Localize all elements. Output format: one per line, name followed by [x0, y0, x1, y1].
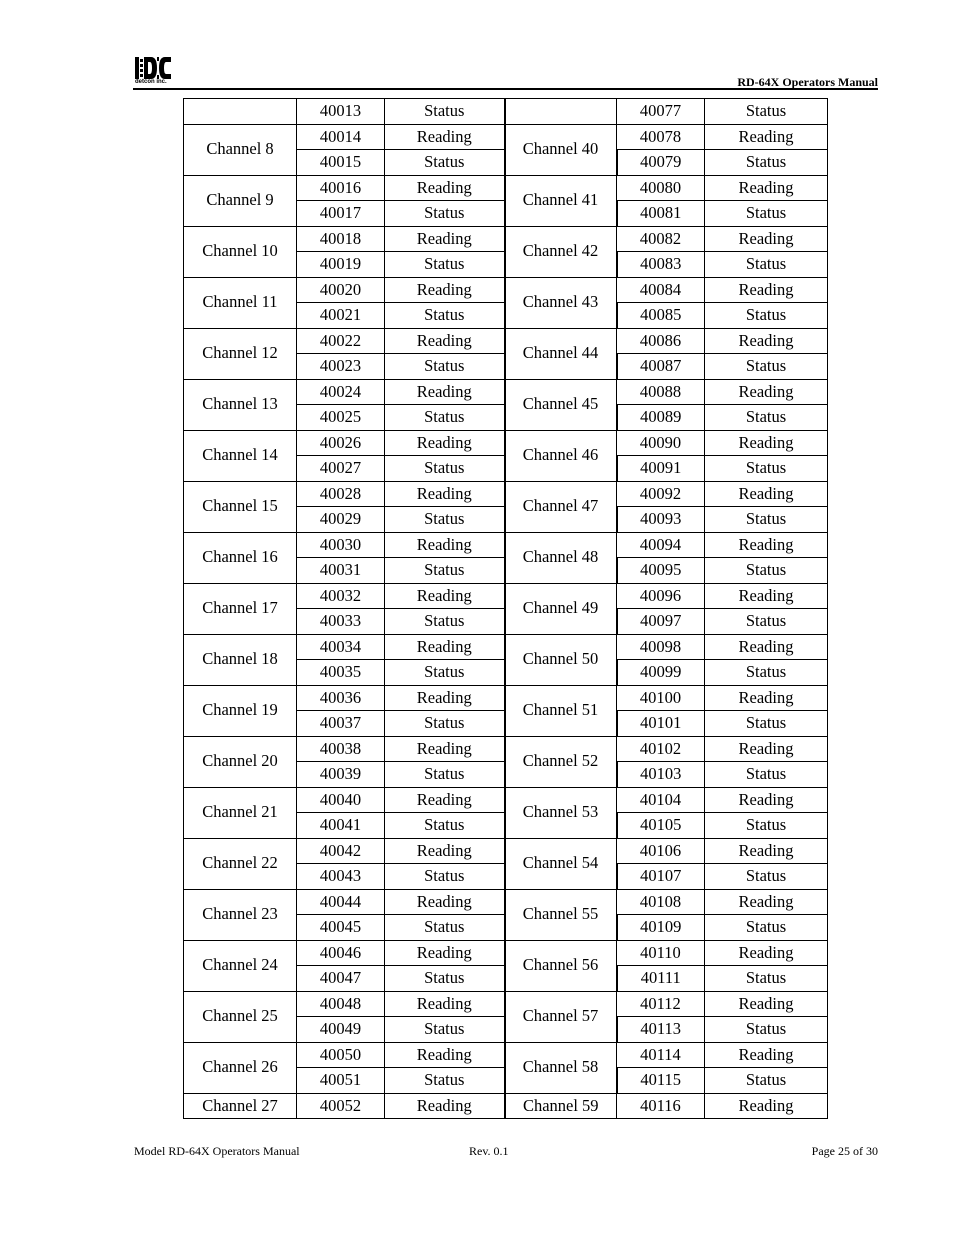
type-cell: Reading: [705, 991, 828, 1017]
table-row: [184, 99, 828, 125]
type-cell: Reading: [385, 175, 505, 201]
address-cell: 40037: [297, 711, 385, 737]
channel-cell: [505, 99, 617, 125]
channel-cell: Channel 41: [505, 175, 617, 226]
channel-cell: Channel 59: [505, 1093, 617, 1119]
table-row: [184, 175, 828, 201]
address-cell: 40090: [617, 430, 705, 456]
channel-cell: Channel 25: [184, 991, 297, 1042]
address-cell: 40078: [617, 124, 705, 150]
type-cell: Reading: [705, 124, 828, 150]
address-cell: 40013: [297, 99, 385, 125]
address-cell: 40113: [617, 1017, 705, 1043]
address-cell: 40021: [297, 303, 385, 329]
type-cell: Status: [385, 507, 505, 533]
address-cell: 40052: [297, 1093, 385, 1119]
table-row: [184, 379, 828, 405]
address-cell: 40083: [617, 252, 705, 278]
address-cell: 40093: [617, 507, 705, 533]
type-cell: Reading: [385, 634, 505, 660]
type-cell: Reading: [705, 532, 828, 558]
address-cell: 40046: [297, 940, 385, 966]
channel-cell: [184, 99, 297, 125]
address-cell: 40020: [297, 277, 385, 303]
type-cell: Reading: [385, 940, 505, 966]
type-cell: Status: [705, 456, 828, 482]
type-cell: Reading: [385, 532, 505, 558]
channel-cell: Channel 47: [505, 481, 617, 532]
table-row: [184, 583, 828, 609]
type-cell: Status: [705, 813, 828, 839]
type-cell: Reading: [705, 583, 828, 609]
header-divider: [133, 88, 878, 90]
address-cell: 40085: [617, 303, 705, 329]
address-cell: 40024: [297, 379, 385, 405]
logo-text: detcon inc.: [135, 79, 167, 85]
type-cell: Reading: [385, 736, 505, 762]
channel-cell: Channel 55: [505, 889, 617, 940]
channel-cell: Channel 12: [184, 328, 297, 379]
channel-cell: Channel 53: [505, 787, 617, 838]
type-cell: Status: [385, 252, 505, 278]
type-cell: Reading: [705, 838, 828, 864]
register-table-body: [184, 99, 828, 1119]
address-cell: 40104: [617, 787, 705, 813]
address-cell: 40035: [297, 660, 385, 686]
type-cell: Reading: [385, 991, 505, 1017]
address-cell: 40107: [617, 864, 705, 890]
address-cell: 40089: [617, 405, 705, 431]
table-row: [184, 991, 828, 1017]
address-cell: 40098: [617, 634, 705, 660]
type-cell: Status: [385, 1068, 505, 1094]
type-cell: Status: [705, 762, 828, 788]
type-cell: Status: [705, 1017, 828, 1043]
channel-cell: Channel 45: [505, 379, 617, 430]
channel-cell: Channel 51: [505, 685, 617, 736]
address-cell: 40030: [297, 532, 385, 558]
table-row: [184, 634, 828, 660]
type-cell: Reading: [705, 736, 828, 762]
footer-revision: Rev. 0.1: [469, 1144, 509, 1158]
table-row: [184, 532, 828, 558]
table-row: [184, 430, 828, 456]
table-row: [184, 1042, 828, 1068]
address-cell: 40042: [297, 838, 385, 864]
type-cell: Status: [705, 252, 828, 278]
type-cell: Status: [705, 99, 828, 125]
type-cell: Reading: [385, 328, 505, 354]
address-cell: 40112: [617, 991, 705, 1017]
address-cell: 40094: [617, 532, 705, 558]
channel-cell: Channel 54: [505, 838, 617, 889]
table-row: [184, 787, 828, 813]
address-cell: 40096: [617, 583, 705, 609]
type-cell: Reading: [705, 787, 828, 813]
type-cell: Reading: [705, 685, 828, 711]
type-cell: Status: [385, 966, 505, 992]
type-cell: Reading: [705, 430, 828, 456]
channel-cell: Channel 14: [184, 430, 297, 481]
type-cell: Status: [705, 864, 828, 890]
channel-cell: Channel 46: [505, 430, 617, 481]
address-cell: 40080: [617, 175, 705, 201]
address-cell: 40109: [617, 915, 705, 941]
type-cell: Status: [385, 558, 505, 584]
table-row: [184, 481, 828, 507]
type-cell: Status: [385, 303, 505, 329]
type-cell: Status: [385, 762, 505, 788]
channel-cell: Channel 8: [184, 124, 297, 175]
address-cell: 40033: [297, 609, 385, 635]
table-row: [184, 736, 828, 762]
type-cell: Reading: [385, 226, 505, 252]
type-cell: Status: [705, 354, 828, 380]
header-title: RD-64X Operators Manual: [737, 75, 878, 89]
address-cell: 40036: [297, 685, 385, 711]
type-cell: Reading: [705, 940, 828, 966]
type-cell: Status: [385, 609, 505, 635]
address-cell: 40099: [617, 660, 705, 686]
channel-cell: Channel 56: [505, 940, 617, 991]
detcon-logo: [135, 57, 175, 87]
channel-cell: Channel 43: [505, 277, 617, 328]
type-cell: Status: [385, 864, 505, 890]
channel-cell: Channel 13: [184, 379, 297, 430]
channel-cell: Channel 20: [184, 736, 297, 787]
address-cell: 40031: [297, 558, 385, 584]
address-cell: 40015: [297, 150, 385, 176]
type-cell: Reading: [705, 328, 828, 354]
type-cell: Reading: [705, 277, 828, 303]
table-row: [184, 685, 828, 711]
channel-cell: Channel 11: [184, 277, 297, 328]
type-cell: Status: [385, 711, 505, 737]
type-cell: Reading: [385, 583, 505, 609]
address-cell: 40114: [617, 1042, 705, 1068]
type-cell: Status: [705, 150, 828, 176]
type-cell: Reading: [705, 1093, 828, 1119]
address-cell: 40103: [617, 762, 705, 788]
type-cell: Status: [705, 507, 828, 533]
type-cell: Reading: [705, 889, 828, 915]
address-cell: 40081: [617, 201, 705, 227]
address-cell: 40116: [617, 1093, 705, 1119]
address-cell: 40025: [297, 405, 385, 431]
address-cell: 40027: [297, 456, 385, 482]
address-cell: 40045: [297, 915, 385, 941]
address-cell: 40097: [617, 609, 705, 635]
address-cell: 40095: [617, 558, 705, 584]
channel-cell: Channel 27: [184, 1093, 297, 1119]
channel-cell: Channel 23: [184, 889, 297, 940]
type-cell: Status: [705, 660, 828, 686]
address-cell: 40044: [297, 889, 385, 915]
type-cell: Status: [705, 405, 828, 431]
address-cell: 40034: [297, 634, 385, 660]
type-cell: Reading: [385, 379, 505, 405]
type-cell: Reading: [385, 787, 505, 813]
table-row: [184, 889, 828, 915]
table-row: [184, 226, 828, 252]
address-cell: 40079: [617, 150, 705, 176]
type-cell: Reading: [385, 481, 505, 507]
table-row: [184, 940, 828, 966]
type-cell: Status: [385, 1017, 505, 1043]
type-cell: Reading: [705, 1042, 828, 1068]
table-row: [184, 838, 828, 864]
type-cell: Status: [385, 915, 505, 941]
type-cell: Reading: [385, 1093, 505, 1119]
address-cell: 40017: [297, 201, 385, 227]
address-cell: 40040: [297, 787, 385, 813]
channel-cell: Channel 48: [505, 532, 617, 583]
channel-cell: Channel 18: [184, 634, 297, 685]
address-cell: 40110: [617, 940, 705, 966]
channel-cell: Channel 42: [505, 226, 617, 277]
address-cell: 40102: [617, 736, 705, 762]
type-cell: Reading: [705, 379, 828, 405]
type-cell: Status: [385, 456, 505, 482]
channel-cell: Channel 22: [184, 838, 297, 889]
address-cell: 40051: [297, 1068, 385, 1094]
address-cell: 40082: [617, 226, 705, 252]
type-cell: Reading: [705, 175, 828, 201]
type-cell: Status: [705, 966, 828, 992]
address-cell: 40014: [297, 124, 385, 150]
table-row: [184, 277, 828, 303]
address-cell: 40028: [297, 481, 385, 507]
type-cell: Status: [385, 99, 505, 125]
address-cell: 40043: [297, 864, 385, 890]
address-cell: 40088: [617, 379, 705, 405]
channel-cell: Channel 57: [505, 991, 617, 1042]
type-cell: Reading: [385, 277, 505, 303]
channel-cell: Channel 19: [184, 685, 297, 736]
type-cell: Reading: [705, 481, 828, 507]
type-cell: Status: [385, 201, 505, 227]
table-row: [184, 124, 828, 150]
channel-cell: Channel 52: [505, 736, 617, 787]
type-cell: Reading: [385, 1042, 505, 1068]
type-cell: Reading: [385, 838, 505, 864]
type-cell: Status: [385, 660, 505, 686]
address-cell: 40092: [617, 481, 705, 507]
address-cell: 40086: [617, 328, 705, 354]
channel-cell: Channel 44: [505, 328, 617, 379]
type-cell: Status: [385, 150, 505, 176]
channel-cell: Channel 9: [184, 175, 297, 226]
type-cell: Status: [385, 813, 505, 839]
table-row: [184, 1093, 828, 1119]
channel-cell: Channel 49: [505, 583, 617, 634]
footer-page-number: Page 25 of 30: [811, 1144, 878, 1158]
type-cell: Status: [705, 303, 828, 329]
address-cell: 40039: [297, 762, 385, 788]
address-cell: 40049: [297, 1017, 385, 1043]
address-cell: 40048: [297, 991, 385, 1017]
address-cell: 40038: [297, 736, 385, 762]
type-cell: Status: [705, 711, 828, 737]
channel-cell: Channel 10: [184, 226, 297, 277]
channel-cell: Channel 21: [184, 787, 297, 838]
type-cell: Reading: [385, 889, 505, 915]
type-cell: Reading: [705, 226, 828, 252]
type-cell: Reading: [385, 430, 505, 456]
channel-cell: Channel 15: [184, 481, 297, 532]
type-cell: Reading: [385, 124, 505, 150]
address-cell: 40091: [617, 456, 705, 482]
type-cell: Status: [705, 201, 828, 227]
address-cell: 40050: [297, 1042, 385, 1068]
footer-manual-name: Model RD-64X Operators Manual: [134, 1144, 300, 1158]
address-cell: 40106: [617, 838, 705, 864]
table-row: [184, 328, 828, 354]
channel-cell: Channel 40: [505, 124, 617, 175]
address-cell: 40087: [617, 354, 705, 380]
address-cell: 40023: [297, 354, 385, 380]
type-cell: Status: [705, 915, 828, 941]
address-cell: 40108: [617, 889, 705, 915]
address-cell: 40029: [297, 507, 385, 533]
type-cell: Status: [385, 405, 505, 431]
address-cell: 40047: [297, 966, 385, 992]
address-cell: 40018: [297, 226, 385, 252]
type-cell: Reading: [705, 634, 828, 660]
channel-cell: Channel 58: [505, 1042, 617, 1093]
type-cell: Status: [705, 558, 828, 584]
address-cell: 40084: [617, 277, 705, 303]
address-cell: 40105: [617, 813, 705, 839]
address-cell: 40077: [617, 99, 705, 125]
address-cell: 40041: [297, 813, 385, 839]
register-table: [183, 98, 828, 1119]
address-cell: 40026: [297, 430, 385, 456]
address-cell: 40111: [617, 966, 705, 992]
channel-cell: Channel 24: [184, 940, 297, 991]
channel-cell: Channel 50: [505, 634, 617, 685]
address-cell: 40016: [297, 175, 385, 201]
type-cell: Status: [705, 609, 828, 635]
channel-cell: Channel 26: [184, 1042, 297, 1093]
channel-cell: Channel 17: [184, 583, 297, 634]
address-cell: 40101: [617, 711, 705, 737]
type-cell: Status: [705, 1068, 828, 1094]
address-cell: 40032: [297, 583, 385, 609]
type-cell: Reading: [385, 685, 505, 711]
address-cell: 40022: [297, 328, 385, 354]
address-cell: 40100: [617, 685, 705, 711]
address-cell: 40019: [297, 252, 385, 278]
channel-cell: Channel 16: [184, 532, 297, 583]
type-cell: Status: [385, 354, 505, 380]
address-cell: 40115: [617, 1068, 705, 1094]
